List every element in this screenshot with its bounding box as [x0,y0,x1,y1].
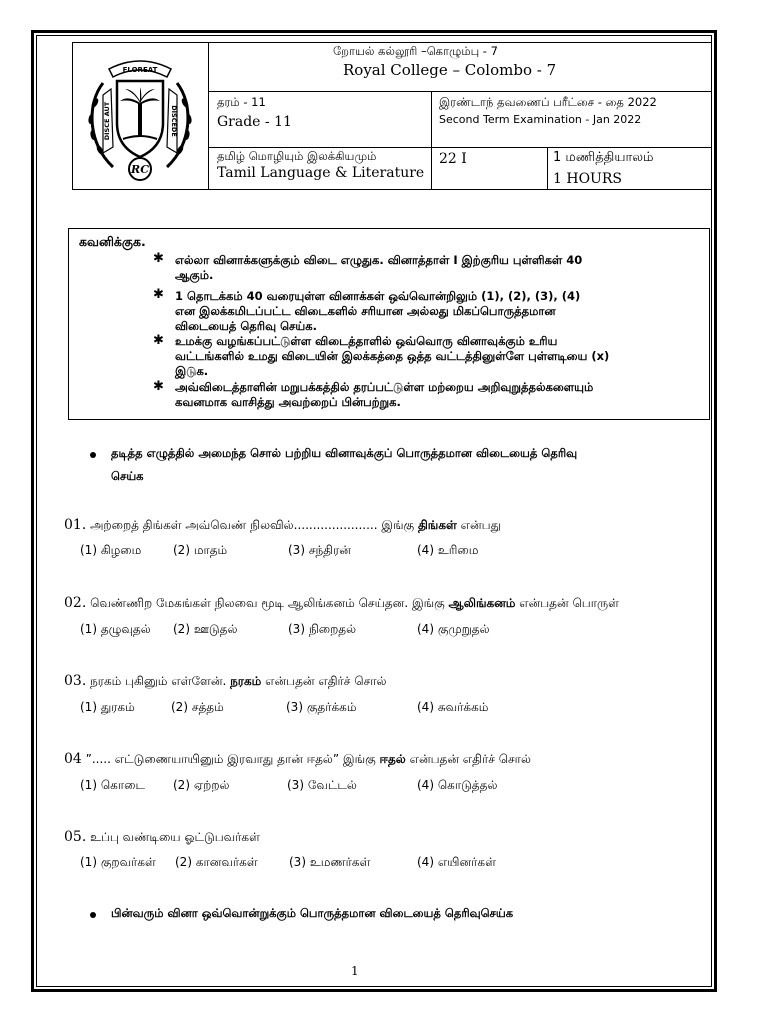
school-crest-icon [73,43,207,189]
q5-option-1: (1) குறவர்கள் [80,855,156,869]
q5-option-4: (4) எயினர்கள் [417,855,496,869]
q5-option-2: (2) கானவர்கள் [175,855,258,869]
q2-option-3: (3) நிறைதல் [288,622,357,636]
bullet-icon [90,912,96,918]
q2-option-2: (2) ஊடுதல் [173,622,238,636]
section-instruction-line1: தடித்த எழுத்தில் அமைந்த சொல் பற்றிய வினாவுக்குப் பொருத்தமான விடையைத் தெரிவு [111,446,578,460]
grade-english: Grade - 11 [217,114,292,130]
q1-option-3: (3) சந்திரன் [288,543,351,557]
q2-option-1: (1) தழுவுதல் [80,622,151,636]
q4-option-4: (4) கொடுத்தல் [417,778,498,792]
duration-english: 1 HOURS [553,171,622,187]
asterisk-icon: ✱ [153,333,164,348]
grade-tamil: தரம் - 11 [217,95,266,109]
school-name-tamil: றோயல் கல்லூரி –கொழும்பு - 7 [333,44,498,58]
section-instruction-2: பின்வரும் வினா ஒவ்வொன்றுக்கும் பொருத்தமான விடையைத் தெரிவுசெய்க [111,906,514,920]
instruction-item-4: அவ்விடைத்தாளின் மறுபக்கத்தில் தரப்பட்டுள்ள மற்றைய அறிவுறுத்தல்களையும் கவனமாக வாசித்து அவற்றைப் பின்பற்றுக. [175,380,594,409]
question-2: 02. வெண்ணிற மேகங்கள் நிலவை மூடி ஆலிங்கனம் செய்தன. இங்கு ஆலிங்கனம் என்பதன் பொருள் [64,595,619,611]
svg-text:DISCE AUT: DISCE AUT [103,101,111,141]
svg-text:FLOREAT: FLOREAT [122,66,158,74]
school-name-english: Royal College – Colombo - 7 [343,61,557,79]
bullet-icon [90,452,96,458]
q2-option-4: (4) குமுறுதல் [417,622,490,636]
question-1: 01. அற்றைத் திங்கள் அவ்வெண் நிலவில்...................... இங்கு திங்கள் என்பது [64,517,501,533]
asterisk-icon: ✱ [153,379,164,394]
svg-text:DISCEDE: DISCEDE [170,105,178,137]
instructions-title: கவனிக்குக. [79,234,146,249]
q5-option-3: (3) உமணர்கள் [289,855,371,869]
q3-option-4: (4) சுவர்க்கம் [417,700,489,714]
school-logo [73,43,209,189]
q3-option-3: (3) குதர்க்கம் [286,700,357,714]
section-instruction-line2: செய்க [111,469,144,483]
paper-code: 22 I [439,151,467,167]
subject-english: Tamil Language & Literature [217,165,425,181]
q4-option-3: (3) வேட்டல் [287,778,357,792]
q1-option-4: (4) உரிமை [417,543,479,557]
subject-tamil: தமிழ் மொழியும் இலக்கியமும் [217,149,377,163]
question-5: 05. உப்பு வண்டியை ஓட்டுபவர்கள் [64,829,260,845]
exam-title-tamil: இரண்டாந் தவணைப் பரீட்சை - தை 2022 [439,95,657,109]
question-4: 04 ”..... எட்டுணையாயினும் இரவாது தான் ஈதல்” இங்கு ஈதல் என்பதன் எதிர்ச் சொல் [64,751,531,767]
asterisk-icon: ✱ [153,251,164,266]
question-3: 03. நரகம் புகினும் எள்ளேன். நரகம் என்பதன் எதிர்ச் சொல் [64,673,387,689]
q1-option-1: (1) கிழமை [80,543,142,557]
instruction-item-2: 1 தொடக்கம் 40 வரையுள்ள வினாக்கள் ஒவ்வொன்றிலும் (1), (2), (3), (4) என இலக்கமிடப்பட்ட விடைகளில் சரியான அல்லது மிகப்பொருத்தமான விடையைத் தெரிவு செய்க. [175,289,581,333]
q1-option-2: (2) மாதம் [173,543,228,557]
instruction-item-1: எல்லா வினாக்களுக்கும் விடை எழுதுக. வினாத்தாள் I இற்குரிய புள்ளிகள் 40 ஆகும். [175,253,583,282]
q4-option-2: (2) ஏற்றல் [173,778,230,792]
instruction-item-3: உமக்கு வழங்கப்பட்டுள்ள விடைத்தாளில் ஒவ்வொரு வினாவுக்கும் உரிய வட்டங்களில் உமது விடையின் இலக்கத்தை ஒத்த வட்டத்தினுள்ளே புள்ளடியை (x) இடுக. [175,334,610,378]
instructions-box [68,228,710,420]
exam-title-english: Second Term Examination - Jan 2022 [439,113,642,126]
duration-tamil: 1 மணித்தியாலம் [553,150,654,165]
svg-text:RC: RC [131,163,149,176]
asterisk-icon: ✱ [153,287,164,302]
exam-header [72,42,712,190]
page-number: 1 [351,964,359,978]
q3-option-1: (1) துரகம் [80,700,135,714]
q4-option-1: (1) கொடை [80,778,146,792]
q3-option-2: (2) சத்தம் [171,700,224,714]
